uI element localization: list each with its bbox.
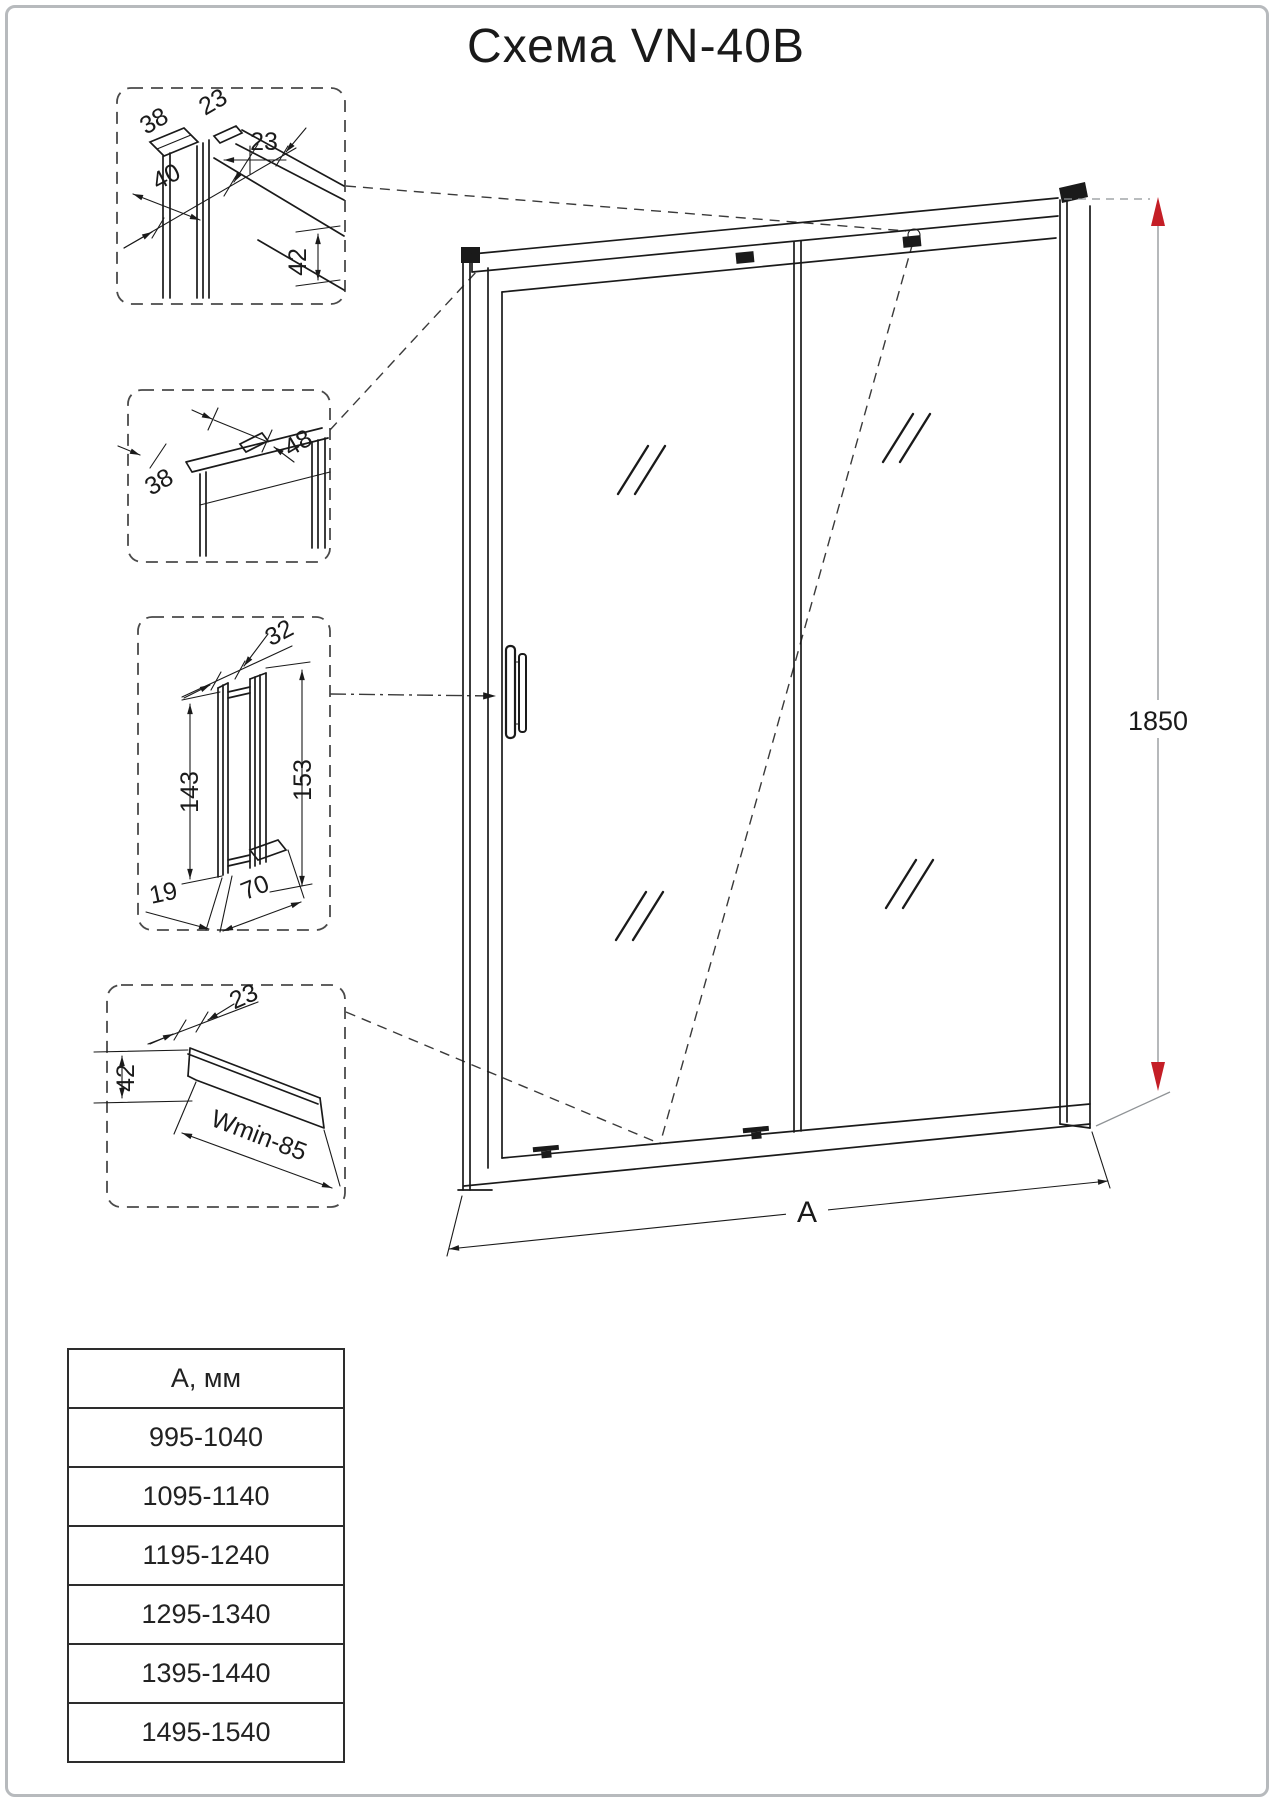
glass-mark-top-left <box>618 446 665 494</box>
dim-label-42-top: 42 <box>284 248 312 276</box>
glass-mark-bottom-right <box>886 860 933 908</box>
page-title: Схема VN-40B <box>467 20 805 73</box>
dim-label-19: 19 <box>146 876 180 910</box>
height-dimension <box>1064 197 1190 1126</box>
size-table-header: А, мм <box>69 1350 343 1409</box>
dim-label-23-bottom: 23 <box>225 978 263 1016</box>
dim-label-23-diagonal: 23 <box>193 82 233 122</box>
left-wall-profile <box>458 247 492 1190</box>
dim-label-38-rail: 38 <box>139 462 179 502</box>
table-row: 995-1040 <box>69 1409 343 1468</box>
detail-top-corner-section <box>117 83 345 304</box>
table-row: 1295-1340 <box>69 1586 343 1645</box>
detail-handle <box>138 614 330 932</box>
bottom-guide-left <box>533 1145 560 1159</box>
dim-label-A: A <box>796 1196 818 1229</box>
detail-rail-section <box>118 390 330 562</box>
dim-label-1850: 1850 <box>1127 706 1189 736</box>
dim-label-23-horizontal: 23 <box>250 128 278 156</box>
bottom-rail <box>464 1104 1090 1186</box>
callout-leader-lines <box>330 186 920 1144</box>
glass-mark-bottom-left <box>616 892 663 940</box>
dim-label-153: 153 <box>289 759 317 801</box>
shower-door-drawing <box>458 182 1090 1190</box>
size-table <box>67 1348 345 1763</box>
dim-label-143: 143 <box>176 771 204 813</box>
table-row: 1495-1540 <box>141 1717 271 1747</box>
dim-label-42-bottom: 42 <box>112 1064 140 1092</box>
detail-bottom-profile <box>94 978 345 1207</box>
table-row: 1195-1240 <box>69 1527 343 1586</box>
top-rail <box>472 198 1058 292</box>
red-arrow-up <box>1151 197 1165 226</box>
dim-label-wmin: Wmin-85 <box>207 1104 311 1167</box>
door-handle <box>506 646 526 738</box>
dim-label-32: 32 <box>260 614 299 652</box>
top-roller-left <box>735 251 754 264</box>
center-mullion <box>794 241 801 1132</box>
right-wall-profile <box>1059 182 1090 1128</box>
glass-mark-top-right <box>883 414 930 462</box>
top-roller-right <box>902 235 921 248</box>
dim-label-38: 38 <box>134 101 174 141</box>
red-arrow-down <box>1151 1062 1165 1091</box>
table-row: 1395-1440 <box>69 1645 343 1704</box>
dim-label-70: 70 <box>236 869 274 906</box>
table-row: 1095-1140 <box>69 1468 343 1527</box>
dim-label-48-rail: 48 <box>278 423 318 463</box>
dim-label-40: 40 <box>147 158 186 196</box>
